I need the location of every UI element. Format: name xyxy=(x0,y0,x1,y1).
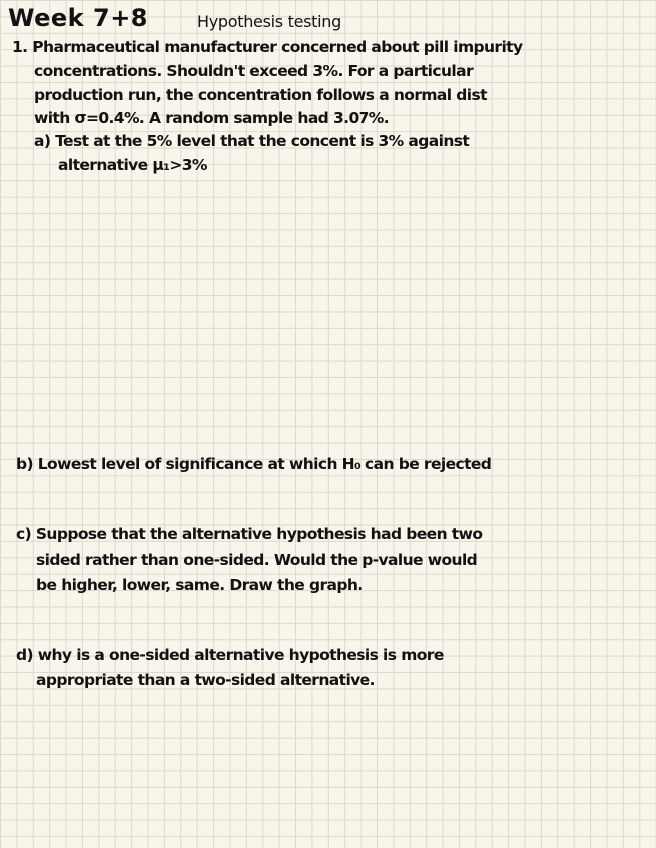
topic-title: Hypothesis testing xyxy=(197,12,341,31)
part-b-line-1: b) Lowest level of significance at which H₀ can be rejected xyxy=(16,455,492,473)
part-c-line-3: be higher, lower, same. Draw the graph. xyxy=(36,576,363,594)
part-c-line-1: c) Suppose that the alternative hypothesis had been two xyxy=(16,525,483,543)
part-d-line-2: appropriate than a two-sided alternative. xyxy=(36,671,375,689)
question-1-line-3: production run, the concentration follows a normal dist xyxy=(34,86,487,104)
part-c-line-2: sided rather than one-sided. Would the p-value would xyxy=(36,551,478,569)
part-a-line-2: alternative μ₁>3% xyxy=(58,156,207,174)
question-1-line-2: concentrations. Shouldn't exceed 3%. For a particular xyxy=(34,62,473,80)
question-1-line-1: 1. Pharmaceutical manufacturer concerned about pill impurity xyxy=(12,38,523,56)
week-title: Week 7+8 xyxy=(8,4,148,32)
question-1-line-4: with σ=0.4%. A random sample had 3.07%. xyxy=(34,109,390,127)
part-a-line-1: a) Test at the 5% level that the concent is 3% against xyxy=(34,132,470,150)
part-d-line-1: d) why is a one-sided alternative hypothesis is more xyxy=(16,646,444,664)
